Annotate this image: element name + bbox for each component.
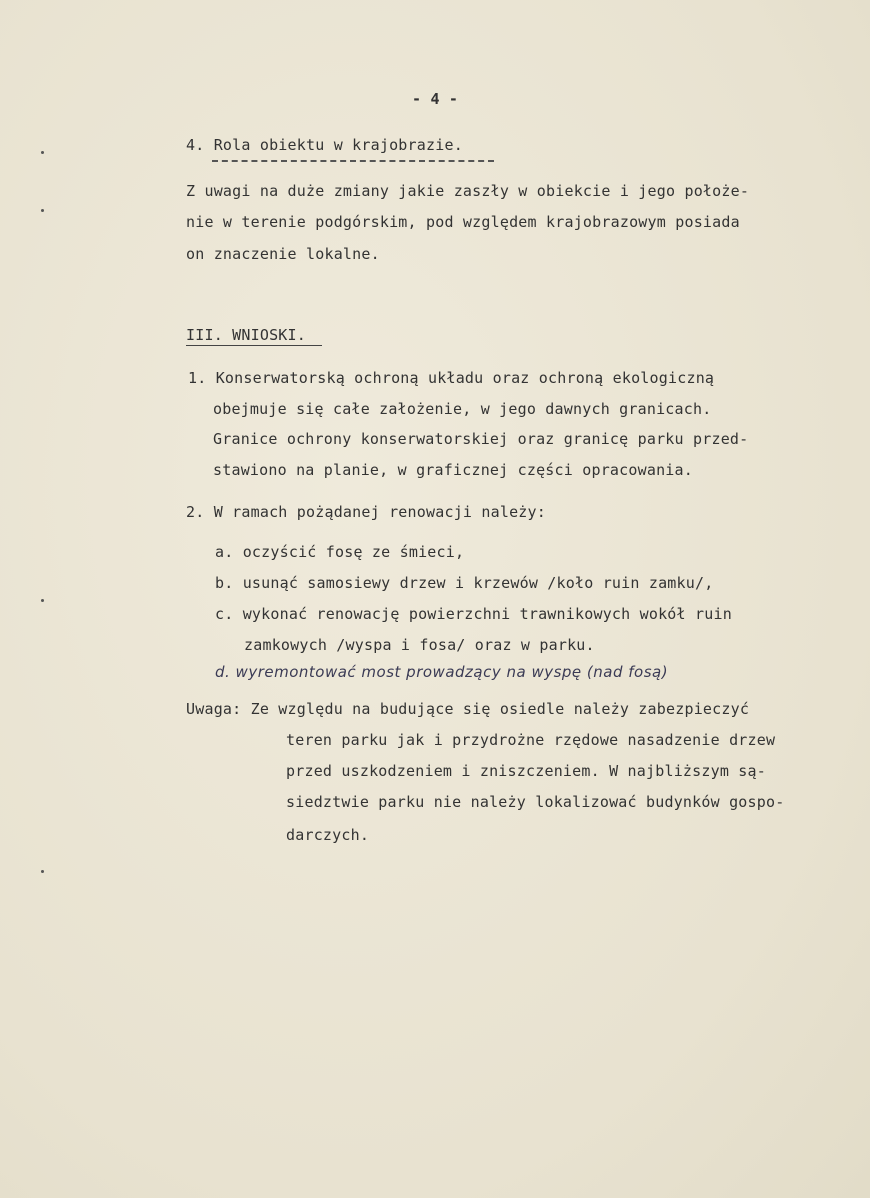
item-1-line: 1. Konserwatorską ochroną układu oraz ochroną ekologiczną xyxy=(188,369,715,387)
item-1-line: obejmuje się całe założenie, w jego dawnych granicach. xyxy=(213,400,712,418)
note-line: darczych. xyxy=(286,826,370,844)
margin-mark xyxy=(41,599,44,602)
margin-mark xyxy=(41,870,44,873)
item-1-line: stawiono na planie, w graficznej części opracowania. xyxy=(213,461,693,479)
note-line: przed uszkodzeniem i zniszczeniem. W najbliższym są- xyxy=(286,762,766,780)
page-number: - 4 - xyxy=(412,90,459,108)
section-4-heading: 4. Rola obiektu w krajobrazie. xyxy=(186,136,463,154)
paragraph-line: on znaczenie lokalne. xyxy=(186,245,380,263)
note-line: teren parku jak i przydrożne rzędowe nasadzenie drzew xyxy=(286,731,776,749)
item-2b: b. usunąć samosiewy drzew i krzewów /koło ruin zamku/, xyxy=(215,574,714,592)
paragraph-line: Z uwagi na duże zmiany jakie zaszły w obiekcie i jego położe- xyxy=(186,182,750,200)
paragraph-line: nie w terenie podgórskim, pod względem krajobrazowym posiada xyxy=(186,213,740,231)
note-line: Uwaga: Ze względu na budujące się osiedle należy zabezpieczyć xyxy=(186,700,750,718)
item-2a: a. oczyścić fosę ze śmieci, xyxy=(215,543,465,561)
item-2c-line: zamkowych /wyspa i fosa/ oraz w parku. xyxy=(244,636,595,654)
heading-underline xyxy=(212,160,494,162)
margin-mark xyxy=(41,209,44,212)
note-line: siedztwie parku nie należy lokalizować budynków gospo- xyxy=(286,793,785,811)
heading-underline xyxy=(186,345,322,346)
item-2d-handwritten: d. wyremontować most prowadzący na wyspę (nad fosą) xyxy=(215,663,669,681)
section-3-heading: III. WNIOSKI. xyxy=(186,326,306,344)
item-2-intro: 2. W ramach pożądanej renowacji należy: xyxy=(186,503,546,521)
margin-mark xyxy=(41,151,44,154)
item-2c-line: c. wykonać renowację powierzchni trawnikowych wokół ruin xyxy=(215,605,732,623)
item-1-line: Granice ochrony konserwatorskiej oraz granicę parku przed- xyxy=(213,430,749,448)
